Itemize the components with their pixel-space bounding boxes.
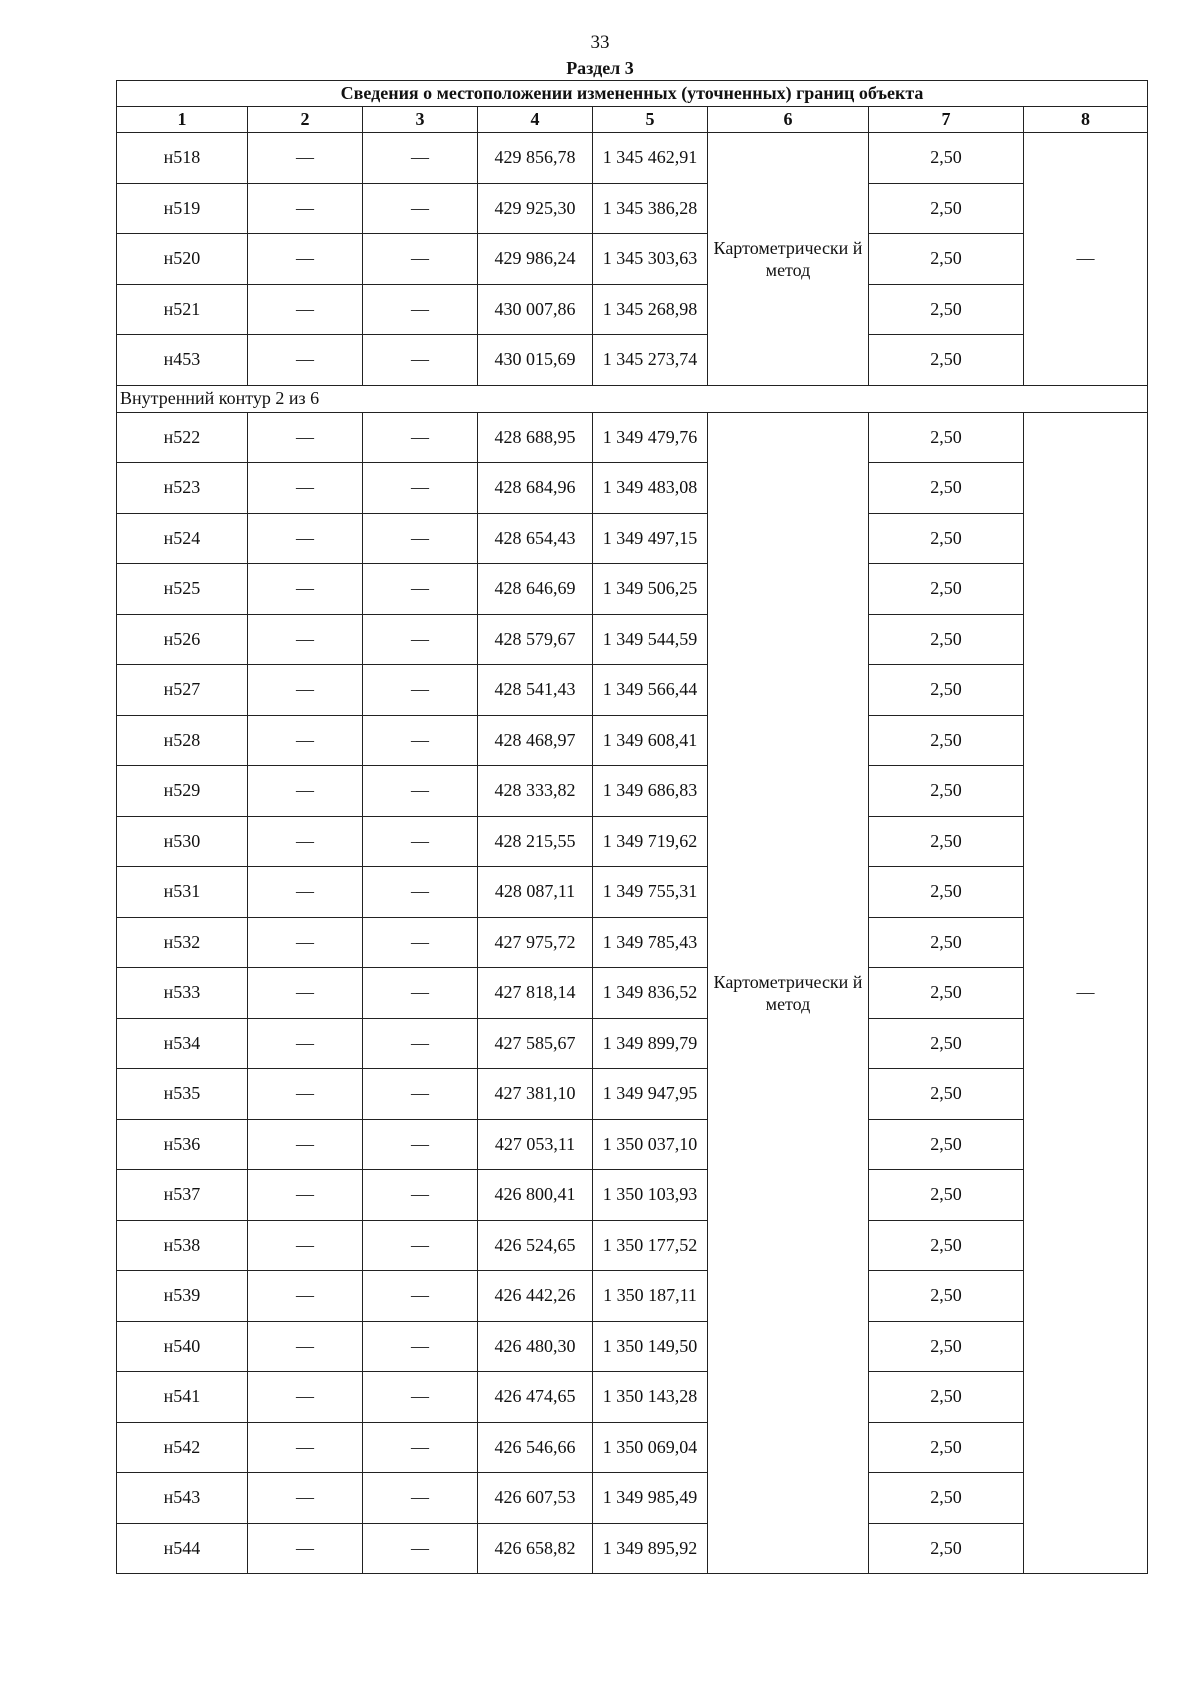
y-coordinate-cell: 1 349 947,95 (593, 1069, 708, 1120)
table-row (117, 1422, 1148, 1473)
table-row (117, 816, 1148, 867)
table-row (117, 564, 1148, 615)
column-3-cell: — (363, 1422, 478, 1473)
column-number-1: 1 (117, 107, 248, 133)
x-coordinate-cell: 428 215,55 (478, 816, 593, 867)
column-2-cell: — (248, 1321, 363, 1372)
column-2-cell: — (248, 917, 363, 968)
x-coordinate-cell: 428 688,95 (478, 412, 593, 463)
y-coordinate-cell: 1 349 899,79 (593, 1018, 708, 1069)
table-row (117, 1069, 1148, 1120)
x-coordinate-cell: 428 333,82 (478, 766, 593, 817)
table-row (117, 284, 1148, 335)
y-coordinate-cell: 1 349 719,62 (593, 816, 708, 867)
accuracy-cell: 2,50 (869, 1170, 1024, 1221)
accuracy-cell: 2,50 (869, 513, 1024, 564)
y-coordinate-cell: 1 349 566,44 (593, 665, 708, 716)
column-2-cell: — (248, 766, 363, 817)
column-8-cell: — (1024, 133, 1148, 386)
accuracy-cell: 2,50 (869, 133, 1024, 184)
accuracy-cell: 2,50 (869, 564, 1024, 615)
column-number-row (117, 107, 1148, 133)
point-name-cell: н540 (117, 1321, 248, 1372)
accuracy-cell: 2,50 (869, 614, 1024, 665)
table-row (117, 335, 1148, 386)
column-number-7: 7 (869, 107, 1024, 133)
x-coordinate-cell: 430 015,69 (478, 335, 593, 386)
table-row (117, 1271, 1148, 1322)
x-coordinate-cell: 426 658,82 (478, 1523, 593, 1574)
point-name-cell: н535 (117, 1069, 248, 1120)
point-name-cell: н525 (117, 564, 248, 615)
section-title: Раздел 3 (566, 58, 634, 78)
column-2-cell: — (248, 1170, 363, 1221)
column-3-cell: — (363, 715, 478, 766)
y-coordinate-cell: 1 349 836,52 (593, 968, 708, 1019)
x-coordinate-cell: 428 087,11 (478, 867, 593, 918)
column-3-cell: — (363, 816, 478, 867)
accuracy-cell: 2,50 (869, 1473, 1024, 1524)
accuracy-cell: 2,50 (869, 1422, 1024, 1473)
method-cell: Картометрически й метод (708, 412, 869, 1574)
x-coordinate-cell: 428 579,67 (478, 614, 593, 665)
column-3-cell: — (363, 412, 478, 463)
table-row (117, 1170, 1148, 1221)
y-coordinate-cell: 1 350 143,28 (593, 1372, 708, 1423)
column-2-cell: — (248, 234, 363, 285)
column-2-cell: — (248, 816, 363, 867)
column-2-cell: — (248, 1372, 363, 1423)
y-coordinate-cell: 1 345 268,98 (593, 284, 708, 335)
y-coordinate-cell: 1 350 069,04 (593, 1422, 708, 1473)
column-3-cell: — (363, 867, 478, 918)
y-coordinate-cell: 1 349 497,15 (593, 513, 708, 564)
point-name-cell: н543 (117, 1473, 248, 1524)
column-3-cell: — (363, 1372, 478, 1423)
table-row (117, 614, 1148, 665)
y-coordinate-cell: 1 345 462,91 (593, 133, 708, 184)
accuracy-cell: 2,50 (869, 234, 1024, 285)
column-number-4: 4 (478, 107, 593, 133)
table-row (117, 1523, 1148, 1574)
column-3-cell: — (363, 463, 478, 514)
table-row (117, 1119, 1148, 1170)
column-2-cell: — (248, 513, 363, 564)
accuracy-cell: 2,50 (869, 335, 1024, 386)
column-3-cell: — (363, 1119, 478, 1170)
table-row (117, 183, 1148, 234)
x-coordinate-cell: 427 818,14 (478, 968, 593, 1019)
point-name-cell: н529 (117, 766, 248, 817)
column-2-cell: — (248, 284, 363, 335)
column-2-cell: — (248, 1220, 363, 1271)
accuracy-cell: 2,50 (869, 1372, 1024, 1423)
table-row (117, 133, 1148, 184)
column-3-cell: — (363, 917, 478, 968)
column-3-cell: — (363, 665, 478, 716)
x-coordinate-cell: 428 541,43 (478, 665, 593, 716)
y-coordinate-cell: 1 349 544,59 (593, 614, 708, 665)
point-name-cell: н521 (117, 284, 248, 335)
x-coordinate-cell: 427 975,72 (478, 917, 593, 968)
accuracy-cell: 2,50 (869, 917, 1024, 968)
accuracy-cell: 2,50 (869, 1271, 1024, 1322)
point-name-cell: н534 (117, 1018, 248, 1069)
column-number-2: 2 (248, 107, 363, 133)
column-2-cell: — (248, 1271, 363, 1322)
x-coordinate-cell: 428 654,43 (478, 513, 593, 564)
y-coordinate-cell: 1 349 785,43 (593, 917, 708, 968)
column-3-cell: — (363, 1220, 478, 1271)
column-3-cell: — (363, 1170, 478, 1221)
y-coordinate-cell: 1 350 037,10 (593, 1119, 708, 1170)
x-coordinate-cell: 426 607,53 (478, 1473, 593, 1524)
x-coordinate-cell: 426 800,41 (478, 1170, 593, 1221)
y-coordinate-cell: 1 349 895,92 (593, 1523, 708, 1574)
table-row (117, 867, 1148, 918)
x-coordinate-cell: 427 381,10 (478, 1069, 593, 1120)
column-3-cell: — (363, 1321, 478, 1372)
column-2-cell: — (248, 1018, 363, 1069)
column-number-8: 8 (1024, 107, 1148, 133)
column-2-cell: — (248, 463, 363, 514)
accuracy-cell: 2,50 (869, 463, 1024, 514)
point-name-cell: н522 (117, 412, 248, 463)
y-coordinate-cell: 1 349 479,76 (593, 412, 708, 463)
point-name-cell: н527 (117, 665, 248, 716)
accuracy-cell: 2,50 (869, 1523, 1024, 1574)
point-name-cell: н526 (117, 614, 248, 665)
x-coordinate-cell: 429 986,24 (478, 234, 593, 285)
table-row (117, 1372, 1148, 1423)
column-3-cell: — (363, 968, 478, 1019)
column-3-cell: — (363, 1069, 478, 1120)
column-2-cell: — (248, 335, 363, 386)
table-row (117, 1473, 1148, 1524)
column-2-cell: — (248, 867, 363, 918)
column-2-cell: — (248, 412, 363, 463)
x-coordinate-cell: 429 856,78 (478, 133, 593, 184)
x-coordinate-cell: 428 646,69 (478, 564, 593, 615)
y-coordinate-cell: 1 350 177,52 (593, 1220, 708, 1271)
accuracy-cell: 2,50 (869, 816, 1024, 867)
column-number-6: 6 (708, 107, 869, 133)
column-3-cell: — (363, 234, 478, 285)
column-3-cell: — (363, 766, 478, 817)
table-row (117, 917, 1148, 968)
column-number-5: 5 (593, 107, 708, 133)
column-3-cell: — (363, 1018, 478, 1069)
contour-row (117, 385, 1148, 412)
point-name-cell: н528 (117, 715, 248, 766)
y-coordinate-cell: 1 349 985,49 (593, 1473, 708, 1524)
point-name-cell: н519 (117, 183, 248, 234)
y-coordinate-cell: 1 349 483,08 (593, 463, 708, 514)
column-2-cell: — (248, 564, 363, 615)
column-2-cell: — (248, 665, 363, 716)
column-2-cell: — (248, 1069, 363, 1120)
x-coordinate-cell: 426 442,26 (478, 1271, 593, 1322)
method-cell: Картометрически й метод (708, 133, 869, 386)
x-coordinate-cell: 429 925,30 (478, 183, 593, 234)
point-name-cell: н523 (117, 463, 248, 514)
table-row (117, 1321, 1148, 1372)
column-3-cell: — (363, 284, 478, 335)
y-coordinate-cell: 1 349 755,31 (593, 867, 708, 918)
accuracy-cell: 2,50 (869, 183, 1024, 234)
table-row (117, 968, 1148, 1019)
point-name-cell: н520 (117, 234, 248, 285)
table-row (117, 1018, 1148, 1069)
table-row (117, 715, 1148, 766)
contour-label: Внутренний контур 2 из 6 (117, 385, 1148, 412)
point-name-cell: н536 (117, 1119, 248, 1170)
accuracy-cell: 2,50 (869, 867, 1024, 918)
x-coordinate-cell: 426 524,65 (478, 1220, 593, 1271)
page-number: 33 (590, 32, 610, 53)
point-name-cell: н538 (117, 1220, 248, 1271)
x-coordinate-cell: 430 007,86 (478, 284, 593, 335)
point-name-cell: н541 (117, 1372, 248, 1423)
column-3-cell: — (363, 183, 478, 234)
point-name-cell: н530 (117, 816, 248, 867)
column-3-cell: — (363, 513, 478, 564)
point-name-cell: н532 (117, 917, 248, 968)
accuracy-cell: 2,50 (869, 284, 1024, 335)
boundary-points-table (116, 80, 1148, 1574)
point-name-cell: н544 (117, 1523, 248, 1574)
accuracy-cell: 2,50 (869, 412, 1024, 463)
x-coordinate-cell: 427 053,11 (478, 1119, 593, 1170)
column-2-cell: — (248, 133, 363, 184)
accuracy-cell: 2,50 (869, 1018, 1024, 1069)
accuracy-cell: 2,50 (869, 665, 1024, 716)
y-coordinate-cell: 1 345 273,74 (593, 335, 708, 386)
accuracy-cell: 2,50 (869, 1119, 1024, 1170)
column-8-cell: — (1024, 412, 1148, 1574)
point-name-cell: н533 (117, 968, 248, 1019)
y-coordinate-cell: 1 349 506,25 (593, 564, 708, 615)
column-3-cell: — (363, 564, 478, 615)
table-row (117, 412, 1148, 463)
table-row (117, 665, 1148, 716)
x-coordinate-cell: 426 474,65 (478, 1372, 593, 1423)
column-2-cell: — (248, 614, 363, 665)
column-3-cell: — (363, 614, 478, 665)
column-2-cell: — (248, 1523, 363, 1574)
accuracy-cell: 2,50 (869, 1321, 1024, 1372)
y-coordinate-cell: 1 350 187,11 (593, 1271, 708, 1322)
table-row (117, 463, 1148, 514)
accuracy-cell: 2,50 (869, 1220, 1024, 1271)
y-coordinate-cell: 1 349 608,41 (593, 715, 708, 766)
x-coordinate-cell: 427 585,67 (478, 1018, 593, 1069)
table-caption: Сведения о местоположении измененных (уточненных) границ объекта (117, 81, 1148, 107)
point-name-cell: н518 (117, 133, 248, 184)
table-row (117, 513, 1148, 564)
column-3-cell: — (363, 335, 478, 386)
column-3-cell: — (363, 1271, 478, 1322)
table-row (117, 234, 1148, 285)
y-coordinate-cell: 1 350 149,50 (593, 1321, 708, 1372)
accuracy-cell: 2,50 (869, 715, 1024, 766)
column-3-cell: — (363, 1523, 478, 1574)
y-coordinate-cell: 1 349 686,83 (593, 766, 708, 817)
column-2-cell: — (248, 1473, 363, 1524)
point-name-cell: н524 (117, 513, 248, 564)
column-2-cell: — (248, 183, 363, 234)
column-2-cell: — (248, 968, 363, 1019)
point-name-cell: н542 (117, 1422, 248, 1473)
table-row (117, 766, 1148, 817)
column-3-cell: — (363, 133, 478, 184)
column-2-cell: — (248, 715, 363, 766)
y-coordinate-cell: 1 345 303,63 (593, 234, 708, 285)
x-coordinate-cell: 428 468,97 (478, 715, 593, 766)
table-row (117, 1220, 1148, 1271)
column-2-cell: — (248, 1422, 363, 1473)
column-2-cell: — (248, 1119, 363, 1170)
accuracy-cell: 2,50 (869, 1069, 1024, 1120)
point-name-cell: н453 (117, 335, 248, 386)
x-coordinate-cell: 426 546,66 (478, 1422, 593, 1473)
x-coordinate-cell: 428 684,96 (478, 463, 593, 514)
point-name-cell: н539 (117, 1271, 248, 1322)
column-3-cell: — (363, 1473, 478, 1524)
accuracy-cell: 2,50 (869, 766, 1024, 817)
point-name-cell: н537 (117, 1170, 248, 1221)
y-coordinate-cell: 1 350 103,93 (593, 1170, 708, 1221)
column-number-3: 3 (363, 107, 478, 133)
y-coordinate-cell: 1 345 386,28 (593, 183, 708, 234)
x-coordinate-cell: 426 480,30 (478, 1321, 593, 1372)
point-name-cell: н531 (117, 867, 248, 918)
accuracy-cell: 2,50 (869, 968, 1024, 1019)
